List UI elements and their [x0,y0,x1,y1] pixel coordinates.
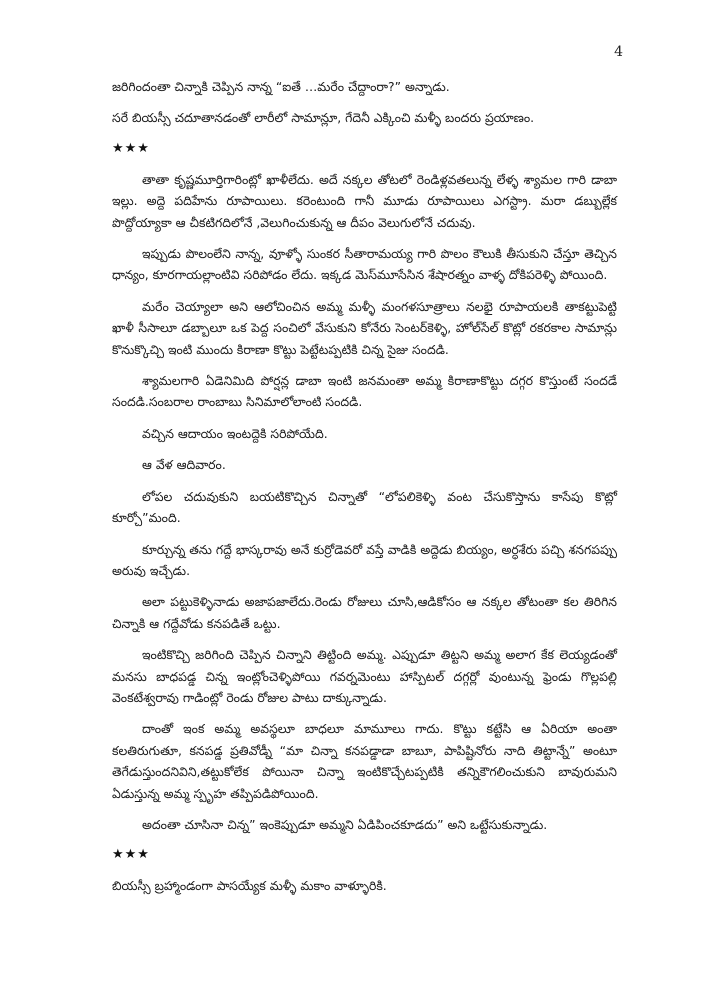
story-paragraph: తాతా కృష్ణమూర్తిగారింట్లో ఖాళీలేదు. అదే నక్కల తోటలో రెండిళ్లవతలున్న లేళ్ళ శ్యామల గారి డాబా ఇల్లు. అద్దె పదిహేను రూపాయిలు. కరెంటుంది గానీ మూడు రూపాయిలు ఎగస్ట్రా. మరా డబ్బుల్లేక పొద్దోయ్యాకా ఆ చీకటిగదిలోనే ,వెలుగించుకున్న ఆ దీపం వెలుగులోనే చదువు. [112,171,617,230]
section-break-stars: ★★★ [112,140,150,156]
story-paragraph: దాంతో ఇంక అమ్మ అవస్థలూ బాధలూ మామూలు గాదు. కొట్టు కట్టేసి ఆ ఏరియా అంతా కలతిరుగుతూ, కనపడ్డ ప్రతివోడ్నీ “మా చిన్నా కనపడ్డాడా బాబూ, పాపిష్టినోరు నాది తిట్టాన్నే” అంటూ తెగేడుస్తుందనివిని,తట్టుకోలేక పోయినా చిన్నా ఇంటికొచ్చేటప్పటికి తన్నికౌగలించుకుని బావురుమని ఏడుస్తున్న అమ్మ స్పృహ తప్పిపడిపోయింది. [112,721,617,801]
story-paragraph: శ్యామలగారి ఏడెనిమిది పోర్షన్ల డాబా ఇంటి జనమంతా అమ్మ కిరాణాకొట్టు దగ్గర కొస్తుంటే సందడే సందడి.సంబరాల రాంబాబు సినిమాలోలాంటి సందడి. [112,373,617,410]
story-paragraph: ఇంటికొచ్చి జరిగింది చెప్పిన చిన్నాని తిట్టింది అమ్మ. ఎప్పుడూ తిట్టని అమ్మ అలాగ కేక లెయ్యడంతో మనసు బాధపడ్డ చిన్న ఇంట్లోంచెళ్ళిపోయి గవర్నమెంటు హాస్పిటల్ దగ్గర్లో వుంటున్న ఫ్రెండు గొల్లపల్లి వెంకటేశ్వరావు గాడింట్లో రెండు రోజుల పాటు దాక్కున్నాడు. [112,647,617,705]
page-number: 4 [614,44,623,60]
story-body [112,76,617,907]
section-break-stars: ★★★ [112,847,150,863]
story-paragraph: ఇప్పుడు పొలంలేని నాన్న, వూళ్ళో సుంకర సీతారామయ్య గారి పొలం కౌలుకి తీసుకుని చేస్తూ తెచ్చిన ధాన్యం, కూరగాయల్లాంటివి సరిపోడం లేదు. ఇక్కడ మెస్‌మూసేసిన శేషారత్నం వాళ్ళ దోకిపరెళ్ళి పోయింది. [112,246,617,283]
story-paragraph: అదంతా చూసినా చిన్న” ఇంకెప్పుడూ అమ్మని ఏడిపించకూడదు” అని ఒట్టేసుకున్నాడు. [142,816,548,832]
story-paragraph: లోపల చదువుకుని బయటికొచ్చిన చిన్నాతో “లోపలికెళ్ళి వంట చేసుకొస్తాను కాసేపు కొట్లో కూర్చో”మంది. [112,488,617,526]
story-paragraph: కూర్చున్న తను గద్దే భాస్కరావు అనే కుర్రోడెవరో వస్తే వాడికి అద్దెడు బియ్యం, అర్ధశేరు పచ్చి శనగపప్పు అరువు ఇచ్చేడు. [112,541,617,578]
story-paragraph: మరేం చెయ్యాలా అని ఆలోచించిన అమ్మ మళ్ళీ మంగళసూత్రాలు నలభై రూపాయలకి తాకట్టుపెట్టి ఖాళీ సీసాలూ డబ్బాలూ ఒక పెద్ద సంచిలో వేసుకుని కోనేరు సెంటర్‌కెళ్ళి, హోల్‌సేల్ కొట్లో రకరకాల సామాన్లు కొనుక్కొచ్చి ఇంటి ముందు కిరాణా కొట్టు పెట్టేటప్పటికి చిన్న సైజు సందడి. [112,298,617,357]
story-paragraph: వచ్చిన ఆదాయం ఇంటద్దెకి సరిపోయేది. [142,425,328,441]
story-paragraph: అలా పట్టుకెళ్ళినాడు అజాపజాలేదు.రెండు రోజులు చూసి,ఆడికోసం ఆ నక్కల తోటంతా కల తిరిగిన చిన్నాకి ఆ గద్దేవోడు కనపడితే ఒట్టు. [112,594,617,631]
story-paragraph: జరిగిందంతా చిన్నాకి చెప్పిన నాన్న “ఐతే …మరేం చేద్దాంరా?” అన్నాడు. [112,79,450,94]
story-paragraph: బియస్సీ బ్రహ్మాండంగా పాసయ్యేక మళ్ళీ మకాం వాళ్ళూరికి. [112,878,387,894]
story-paragraph: సరే బియస్సీ చదూతానడంతో లారీలో సామాన్లూ, గేదెనీ ఎక్కించి మళ్ళీ బందరు ప్రయాణం. [112,110,535,126]
story-paragraph: ఆ వేళ ఆదివారం. [142,457,226,473]
